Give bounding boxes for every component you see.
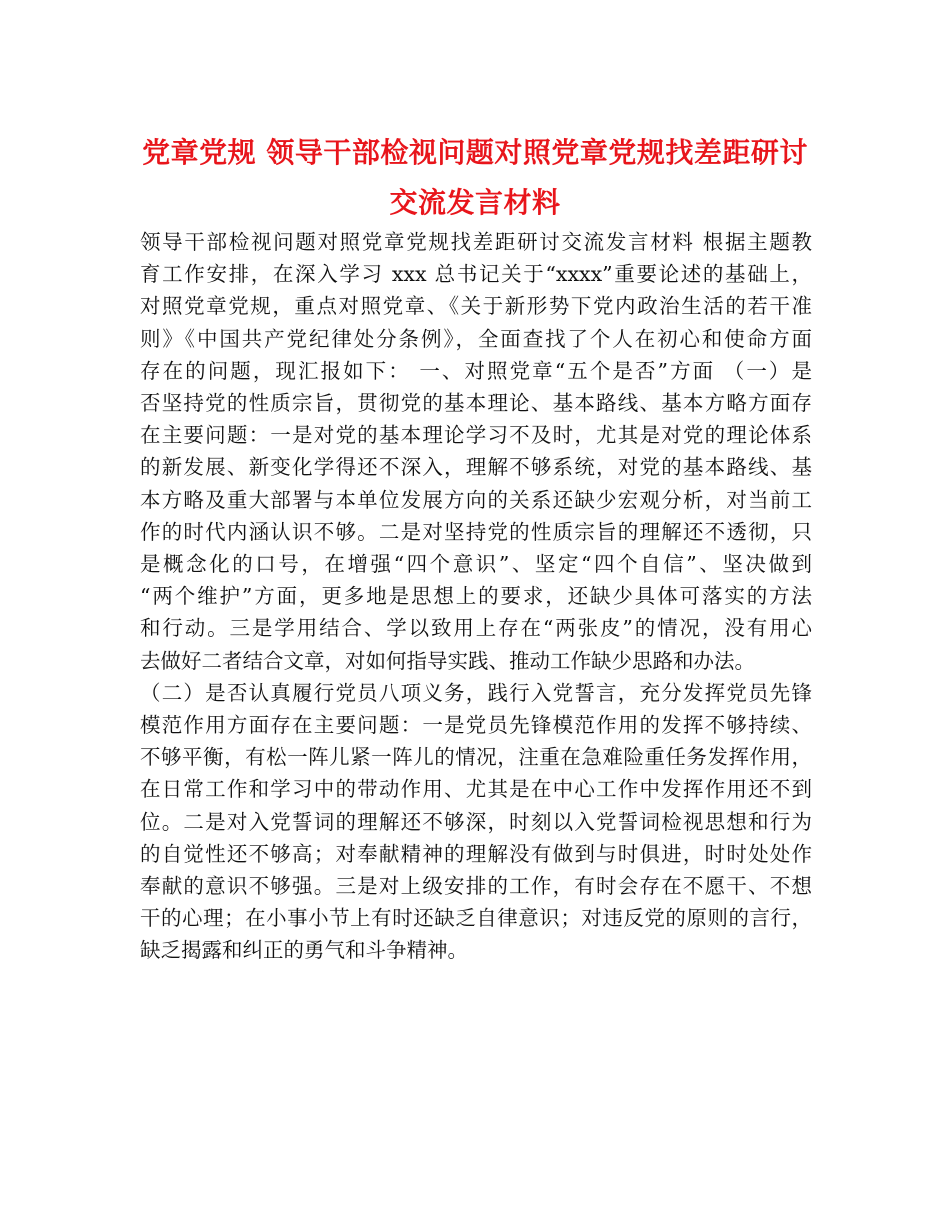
body-line: 领导干部检视问题对照党章党规找差距研讨交流发言材料 根据主题教 bbox=[140, 230, 812, 254]
body-line: 对照党章党规，重点对照党章、《关于新形势下党内政治生活的若干准 bbox=[140, 294, 812, 319]
body-line: 干的心理；在小事小节上有时还缺乏自律意识；对违反党的原则的言行， bbox=[140, 906, 812, 931]
body-line: 模范作用方面存在主要问题：一是党员先锋模范作用的发挥不够持续、 bbox=[140, 713, 812, 738]
body-line: （二）是否认真履行党员八项义务，践行入党誓言，充分发挥党员先锋 bbox=[140, 680, 812, 705]
body-line: 不够平衡，有松一阵儿紧一阵儿的情况，注重在急难险重任务发挥作用， bbox=[140, 745, 812, 770]
title-line: 党章党规 领导干部检视问题对照党章党规找差距研讨 bbox=[142, 136, 808, 169]
body-line: 和行动。三是学用结合、学以致用上存在“两张皮”的情况，没有用心 bbox=[140, 616, 812, 641]
body-line: 位。二是对入党誓词的理解还不够深，时刻以入党誓词检视思想和行为 bbox=[140, 809, 812, 834]
body-line: 是概念化的口号，在增强“四个意识”、坚定“四个自信”、坚决做到 bbox=[140, 552, 812, 577]
body-line: 则》《中国共产党纪律处分条例》，全面查找了个人在初心和使命方面 bbox=[140, 326, 812, 351]
body-line: 去做好二者结合文章，对如何指导实践、推动工作缺少思路和办法。 bbox=[140, 648, 755, 673]
body-line: 在日常工作和学习中的带动作用、尤其是在中心工作中发挥作用还不到 bbox=[140, 777, 812, 802]
body-line: 存在的问题，现汇报如下： 一、对照党章“五个是否”方面 （一）是 bbox=[140, 358, 812, 383]
body-line: 在主要问题：一是对党的基本理论学习不及时，尤其是对党的理论体系 bbox=[140, 423, 812, 448]
body-line: 奉献的意识不够强。三是对上级安排的工作，有时会存在不愿干、不想 bbox=[140, 874, 812, 899]
document-body bbox=[140, 226, 812, 967]
body-line: 的新发展、新变化学得还不深入，理解不够系统，对党的基本路线、基 bbox=[140, 455, 812, 480]
body-line: 缺乏揭露和纠正的勇气和斗争精神。 bbox=[140, 938, 468, 963]
body-line: 作的时代内涵认识不够。二是对坚持党的性质宗旨的理解还不透彻，只 bbox=[140, 519, 812, 544]
body-line: 育工作安排，在深入学习 xxx 总书记关于“xxxx”重要论述的基础上， bbox=[140, 262, 812, 287]
document-title bbox=[140, 128, 810, 228]
title-line: 交流发言材料 bbox=[389, 186, 561, 219]
body-line: 本方略及重大部署与本单位发展方向的关系还缺少宏观分析，对当前工 bbox=[140, 487, 812, 512]
body-line: 的自觉性还不够高；对奉献精神的理解没有做到与时俱进，时时处处作 bbox=[140, 841, 812, 866]
body-line: “两个维护”方面，更多地是思想上的要求，还缺少具体可落实的方法 bbox=[140, 584, 812, 609]
body-line: 否坚持党的性质宗旨，贯彻党的基本理论、基本路线、基本方略方面存 bbox=[140, 391, 812, 416]
